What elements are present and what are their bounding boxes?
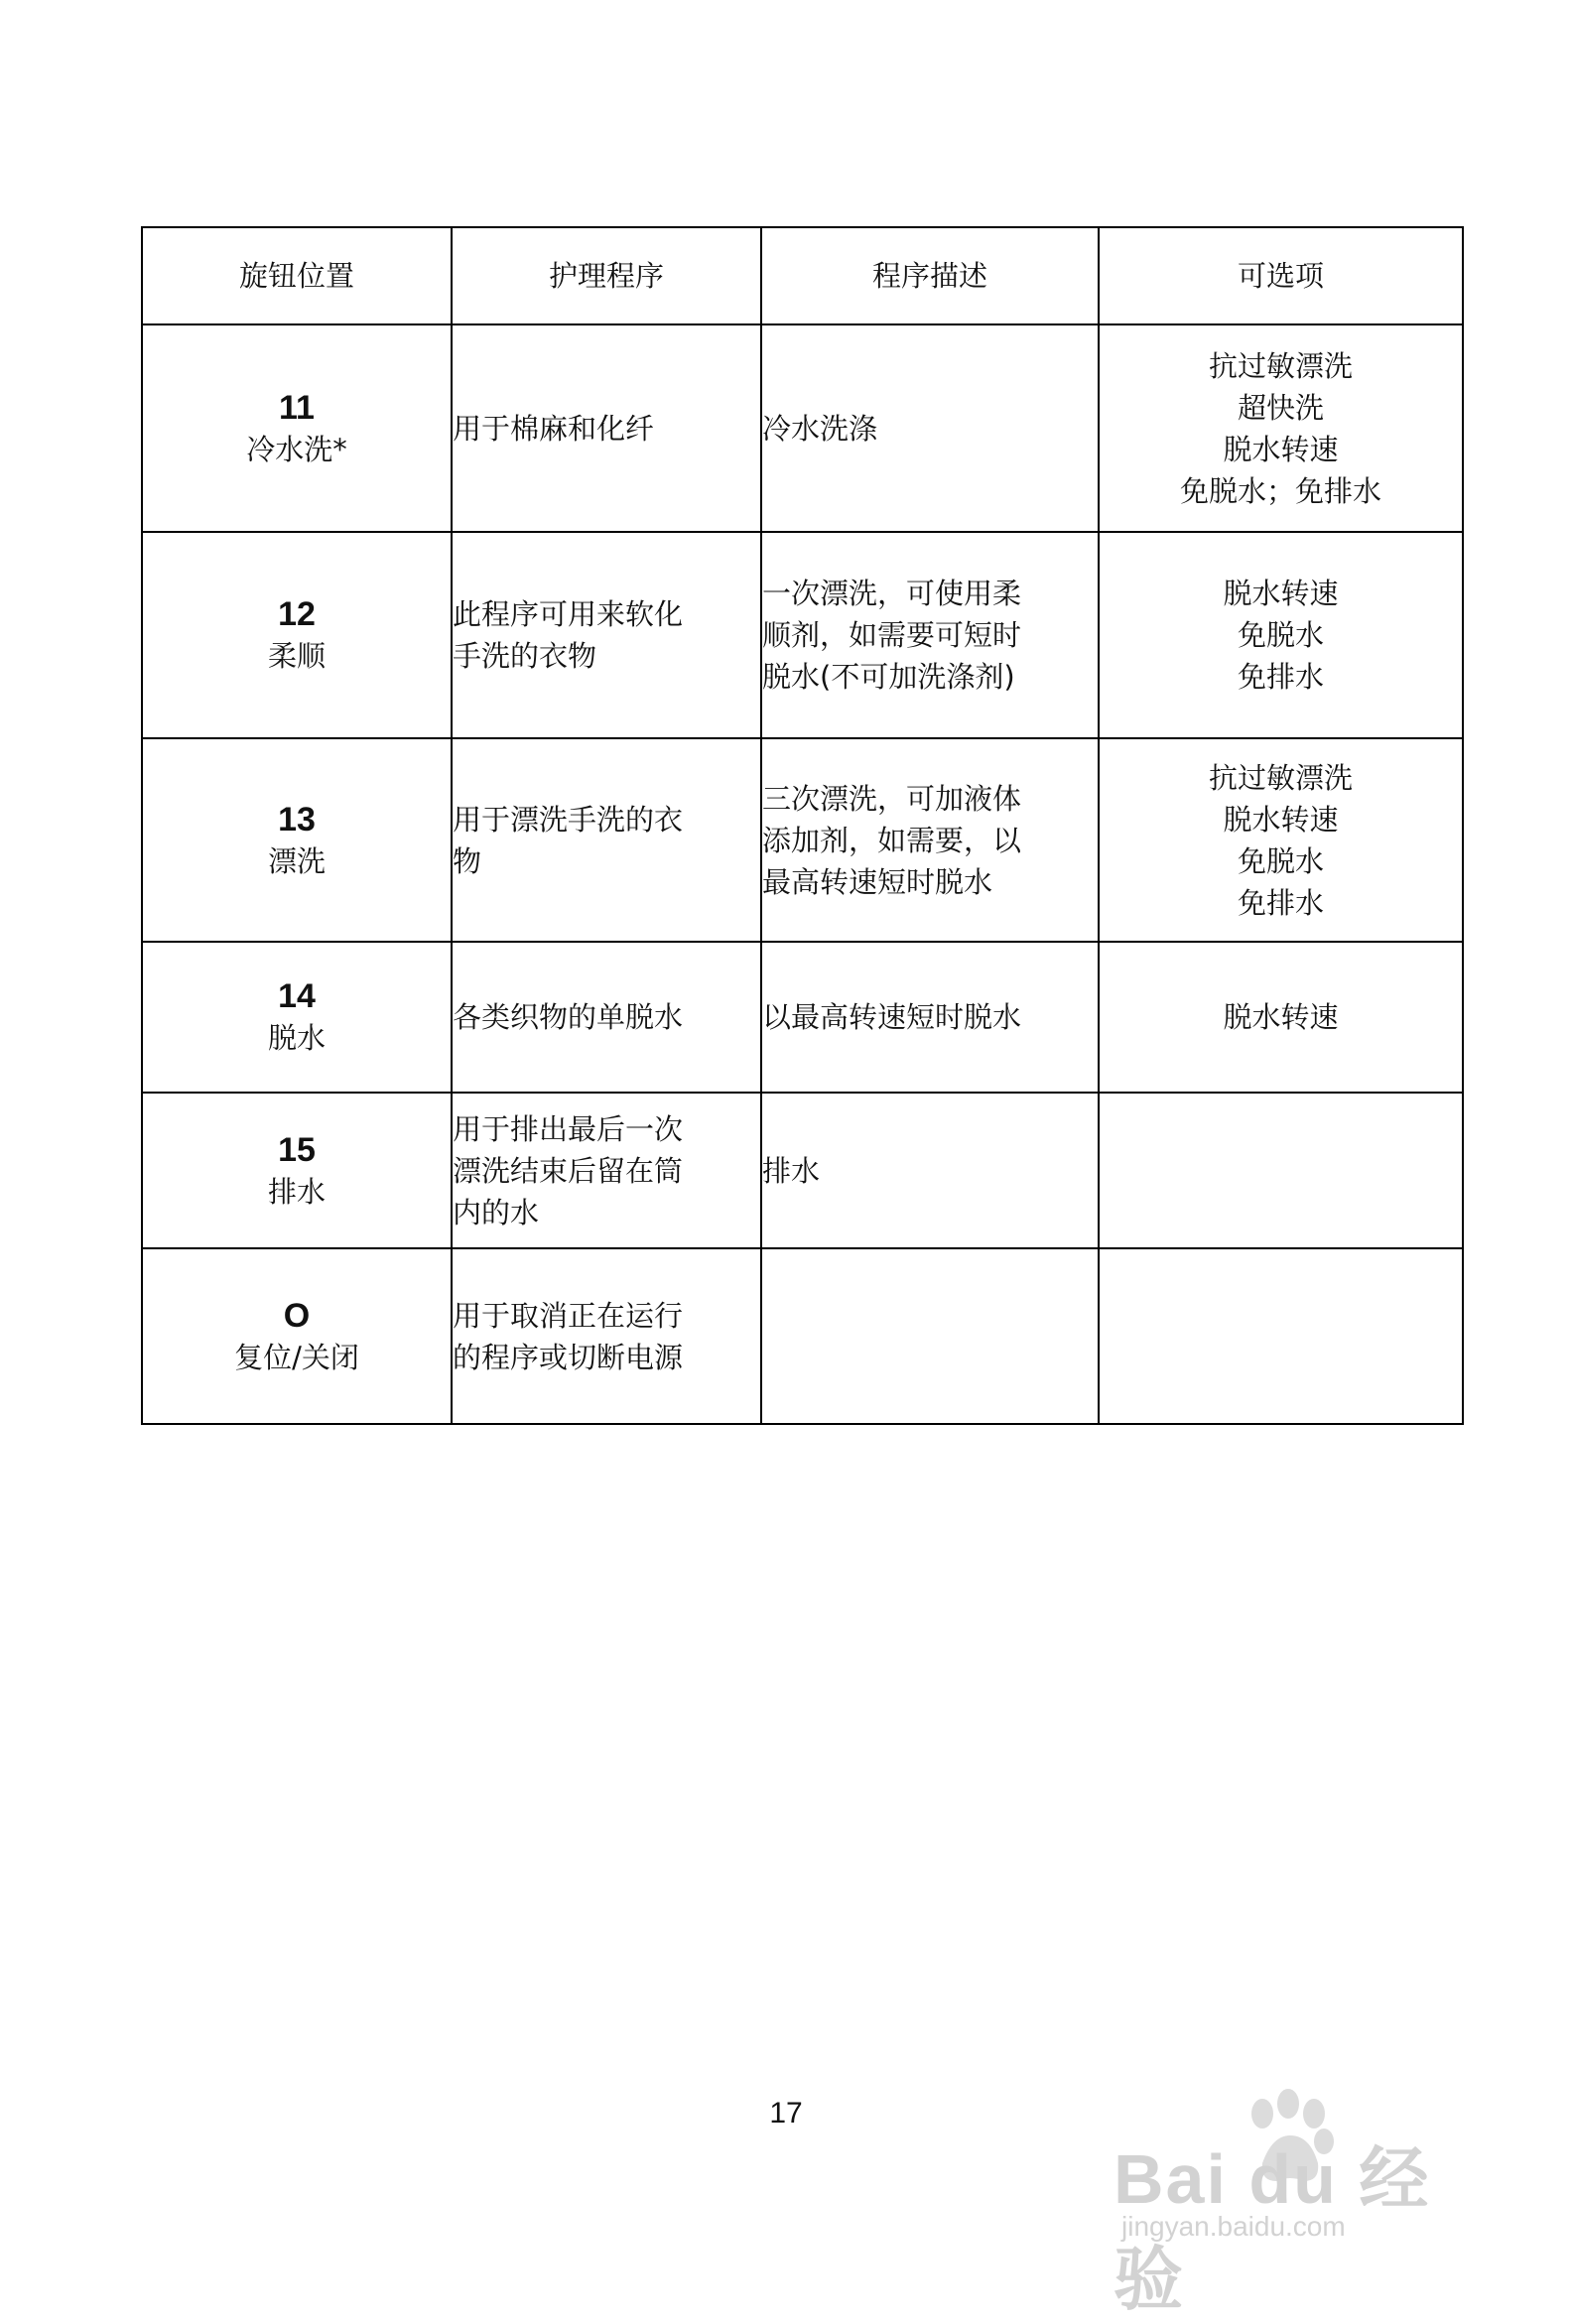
option-item: 免排水 <box>1237 885 1324 920</box>
program-description-line: 排水 <box>762 1153 821 1188</box>
program-description-line: 添加剂，如需要，以 <box>762 823 1022 857</box>
program-description-cell <box>761 324 1099 532</box>
header-care-program: 护理程序 <box>452 227 761 324</box>
knob-position-number: 11 <box>279 388 315 427</box>
knob-position-cell <box>142 738 452 942</box>
program-description-cell <box>761 1093 1099 1248</box>
option-item: 抗过敏漂洗 <box>1208 760 1353 795</box>
header-program-description: 程序描述 <box>761 227 1099 324</box>
care-program-cell <box>452 532 761 738</box>
program-description-line: 以最高转速短时脱水 <box>762 1000 1022 1034</box>
option-item: 免排水 <box>1237 660 1324 694</box>
table-header-row <box>142 227 1463 324</box>
knob-position-cell <box>142 324 452 532</box>
knob-position-cell <box>142 942 452 1093</box>
header-options: 可选项 <box>1099 227 1463 324</box>
care-program-line: 用于取消正在运行 <box>453 1298 684 1333</box>
option-item: 超快洗 <box>1237 390 1324 425</box>
option-item: 脱水转速 <box>1223 802 1339 837</box>
care-program-line: 漂洗结束后留在筒 <box>453 1153 684 1188</box>
care-program-line: 用于漂洗手洗的衣 <box>453 802 684 837</box>
program-description-line: 冷水洗涤 <box>762 411 878 446</box>
option-item: 免脱水 <box>1237 618 1324 652</box>
table-row <box>142 1093 1463 1248</box>
options-cell <box>1099 1248 1463 1424</box>
care-program-line: 手洗的衣物 <box>453 639 597 673</box>
option-item: 抗过敏漂洗 <box>1208 348 1353 383</box>
table-row <box>142 532 1463 738</box>
knob-position-name: 冷水洗* <box>246 432 347 466</box>
care-program-cell <box>452 324 761 532</box>
options-cell <box>1099 324 1463 532</box>
program-description-cell <box>761 1248 1099 1424</box>
options-cell <box>1099 942 1463 1093</box>
knob-position-number: 15 <box>278 1130 316 1169</box>
care-program-line: 用于排出最后一次 <box>453 1111 684 1146</box>
care-program-cell <box>452 738 761 942</box>
knob-position-name: 脱水 <box>267 1021 326 1055</box>
knob-position-name: 排水 <box>267 1174 326 1209</box>
option-item: 免脱水 <box>1237 843 1324 878</box>
care-program-line: 的程序或切断电源 <box>453 1340 684 1374</box>
care-program-line: 此程序可用来软化 <box>453 597 684 631</box>
option-item: 脱水转速 <box>1223 1000 1339 1034</box>
table-row <box>142 738 1463 942</box>
knob-position-cell <box>142 532 452 738</box>
option-item: 脱水转速 <box>1223 432 1339 466</box>
options-cell <box>1099 1093 1463 1248</box>
care-program-line: 内的水 <box>453 1195 540 1229</box>
table-row <box>142 942 1463 1093</box>
care-program-cell <box>452 942 761 1093</box>
program-description-line: 脱水(不可加洗涤剂) <box>762 660 1015 694</box>
care-program-line: 各类织物的单脱水 <box>453 1000 684 1034</box>
baidu-jingyan-watermark <box>1114 2124 1471 2318</box>
program-description-cell <box>761 942 1099 1093</box>
program-description-line: 顺剂，如需要可短时 <box>762 618 1022 652</box>
program-description-cell <box>761 738 1099 942</box>
program-description-line: 最高转速短时脱水 <box>762 864 993 899</box>
knob-position-number: O <box>283 1296 311 1335</box>
knob-position-number: 14 <box>278 977 316 1015</box>
program-description-cell <box>761 532 1099 738</box>
program-description-line: 一次漂洗，可使用柔 <box>762 577 1022 610</box>
knob-position-name: 漂洗 <box>267 843 326 878</box>
header-knob-position: 旋钮位置 <box>142 227 452 324</box>
watermark-logo-text: Bai du 经验 <box>1114 2140 1431 2318</box>
table-row <box>142 1248 1463 1424</box>
options-cell <box>1099 532 1463 738</box>
program-table <box>141 226 1464 1425</box>
care-program-cell <box>452 1248 761 1424</box>
page-number: 17 <box>769 2097 803 2130</box>
table-row <box>142 324 1463 532</box>
knob-position-name: 柔顺 <box>267 639 326 673</box>
knob-position-cell <box>142 1248 452 1424</box>
knob-position-name: 复位/关闭 <box>234 1340 359 1374</box>
knob-position-number: 13 <box>278 800 316 839</box>
care-program-line: 物 <box>453 843 482 878</box>
care-program-cell <box>452 1093 761 1248</box>
knob-position-number: 12 <box>278 595 316 633</box>
knob-position-cell <box>142 1093 452 1248</box>
program-description-line: 三次漂洗，可加液体 <box>762 781 1022 816</box>
options-cell <box>1099 738 1463 942</box>
option-item: 脱水转速 <box>1223 577 1339 610</box>
option-item: 免脱水；免排水 <box>1179 473 1381 508</box>
care-program-line: 用于棉麻和化纤 <box>453 411 655 446</box>
watermark-url: jingyan.baidu.com <box>1121 2211 1346 2242</box>
